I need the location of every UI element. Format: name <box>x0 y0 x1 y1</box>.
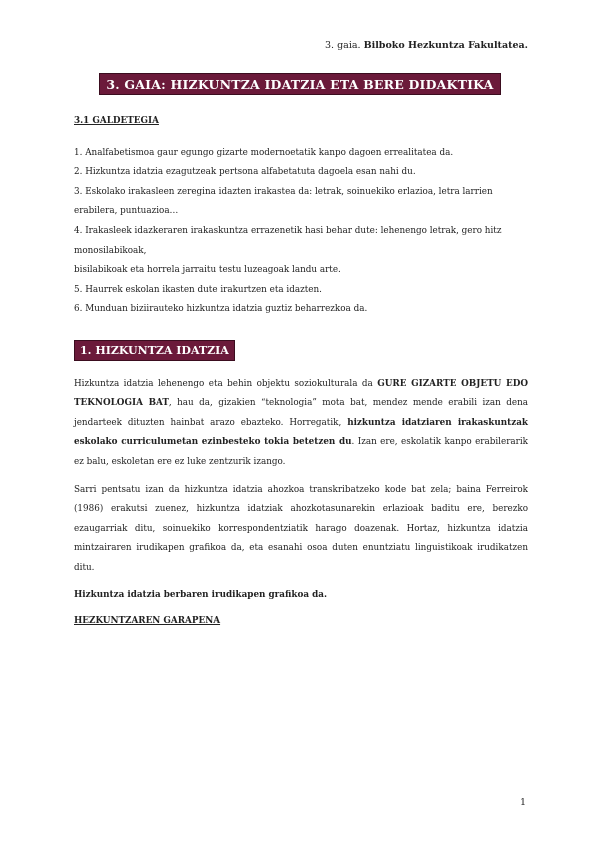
question-item: 2. Hizkuntza idatzia ezagutzeak pertsona alfabetatuta dagoela esan nahi du. <box>74 167 416 178</box>
title-wrap <box>0 73 600 95</box>
section-heading: 1. HIZKUNTZA IDATZIA <box>74 340 235 361</box>
subsection-heading: HEZKUNTZAREN GARAPENA <box>74 616 221 627</box>
paragraph-2: Sarri pentsatu izan da hizkuntza idatzia ahozkoa transkribatzeko kode bat zela; baina Ferreirok (1986) erakutsi zuenez, hizkuntza idatziak ahozkotasunarekin erlazioak baditu ere, berezko ezaugarriak ditu, soinuekiko korrespondentziatik harago doazenak. Hortaz, hizkuntza idatzia mintzairaren irudikapen grafikoa da, eta esanahi osoa duten enuntziatu linguistikoak irudikatzen ditu. <box>74 484 528 573</box>
p1-text-a: Hizkuntza idatzia lehenengo eta behin objektu soziokulturala da <box>74 378 378 389</box>
p1-bold-d: hizkuntza idatziaren irakaskuntzak eskolako curriculumetan ezinbesteko tokia betetzen du <box>74 417 528 448</box>
question-item: 4. Irakasleek idazkeraren irakaskuntza errazenetik hasi behar dute: lehenengo letrak, gero hitz monosilabikoak, <box>74 225 502 256</box>
page-title: 3. GAIA: HIZKUNTZA IDATZIA ETA BERE DIDAKTIKA <box>99 73 500 95</box>
question-item: 6. Munduan biziirauteko hizkuntza idatzia guztiz beharrezkoa da. <box>74 304 368 315</box>
page-header <box>325 40 528 51</box>
paragraph-1 <box>74 375 528 473</box>
header-prefix: 3. gaia. <box>324 40 364 51</box>
question-item: 3. Eskolako irakasleen zeregina idazten irakastea da: letrak, soinuekiko erlazioa, letra larrien erabilera, puntuazioa… <box>74 186 493 217</box>
header-faculty: Bilboko Hezkuntza Fakultatea. <box>363 40 528 51</box>
page-number: 1 <box>519 797 526 808</box>
p1-bold-b: GURE GIZARTE OBJETU EDO TEKNOLOGIA BAT <box>74 378 528 409</box>
document-body <box>74 112 528 632</box>
question-item: 5. Haurrek eskolan ikasten dute irakurtzen eta idazten. <box>74 284 322 295</box>
question-item: bisilabikoak eta horrela jarraitu testu luzeagoak landu arte. <box>74 265 341 276</box>
question-item: 1. Analfabetismoa gaur egungo gizarte modernoetatik kanpo dagoen errealitatea da. <box>74 147 454 158</box>
p1-text-e: . Izan ere, eskolatik kanpo erabilerarik ez balu, eskoletan ere ez luke zentzurik izango. <box>74 437 528 467</box>
galdetegia-heading: 3.1 GALDETEGIA <box>74 116 159 126</box>
p1-text-c: , hau da, gizakien “teknologia” mota bat, mendez mende erabili izan dena jendarteek dituzten hainbat arazo ebazteko. Horregatik, <box>74 398 528 428</box>
paragraph-3: Hizkuntza idatzia berbaren irudikapen grafikoa da. <box>74 590 328 601</box>
